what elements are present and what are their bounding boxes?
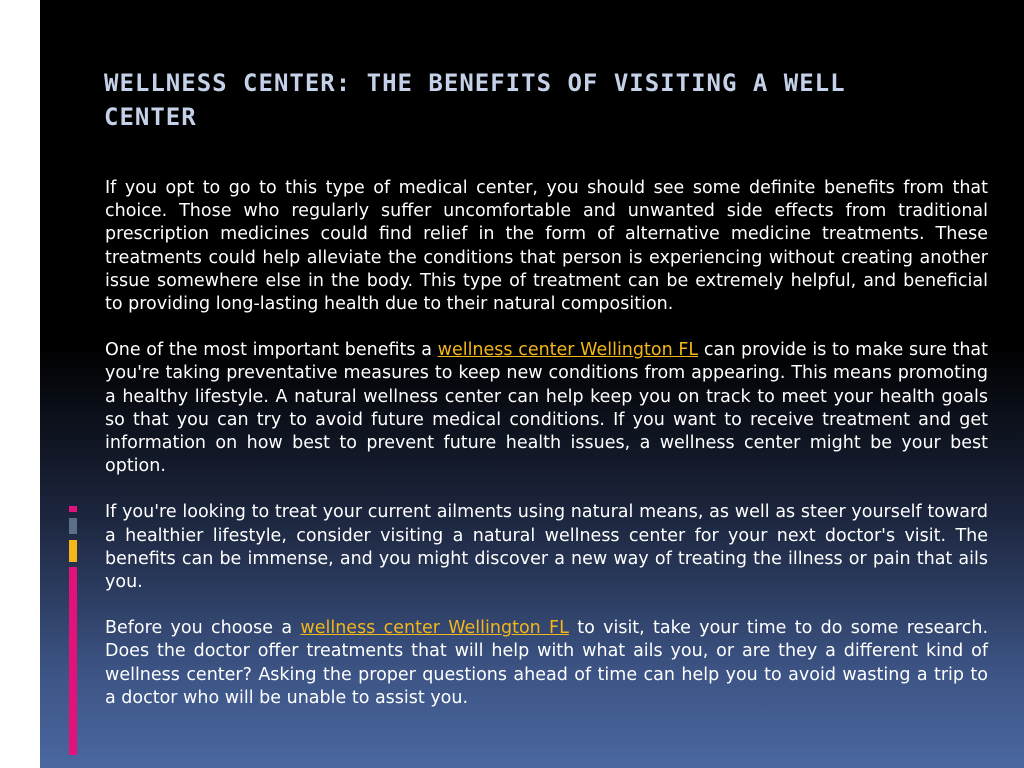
paragraph-2 [105,339,988,478]
paragraph-4 [105,617,988,710]
paragraph-4-before: Before you choose a [105,618,301,639]
paragraph-3-text: If you're looking to treat your current ailments using natural means, as well as steer yourself toward a healthier lifestyle, consider visiting a natural wellness center for your next doctor's visit. The benefits can be immense, and you might discover a new way of treating the illness or pain that ails you. [105,502,988,593]
slide-title: WELLNESS CENTER: THE BENEFITS OF VISITING A WELL CENTER [104,69,846,131]
wellness-center-link-1[interactable]: wellness center Wellington FL [437,340,699,361]
accent-bar-gray [69,518,77,534]
left-margin-strip [0,0,40,768]
wellness-center-link-2[interactable]: wellness center Wellington FL [300,618,569,639]
paragraph-1-text: If you opt to go to this type of medical center, you should see some definite benefits from that choice. Those who regularly suffer uncomfortable and unwanted side effects from traditional prescription medicines could find relief in the form of alternative medicine treatments. These treatments could help alleviate the conditions that person is experiencing without creating another issue somewhere else in the body. This type of treatment can be extremely helpful, and beneficial to providing long-lasting health due to their natural composition. [105,178,988,315]
slide-body [105,177,988,733]
accent-bar-gold [69,540,77,562]
paragraph-3 [105,501,988,594]
paragraph-2-after: can provide is to make sure that you're taking preventative measures to keep new conditions from appearing. This means promoting a healthy lifestyle. A natural wellness center can help keep you on track to meet your health goals so that you can try to avoid future medical conditions. If you want to receive treatment and get information on how best to prevent future health issues, a wellness center might be your best option. [105,340,988,477]
accent-bar-pink-tall [69,567,77,755]
paragraph-4-after: to visit, take your time to do some research. Does the doctor offer treatments that will help with what ails you, or are they a different kind of wellness center? Asking the proper questions ahead of time can help you to avoid wasting a trip to a doctor who will be unable to assist you. [105,618,989,708]
paragraph-2-before: One of the most important benefits a [105,340,438,361]
paragraph-1 [105,177,988,316]
accent-bar-pink-small [69,506,77,512]
